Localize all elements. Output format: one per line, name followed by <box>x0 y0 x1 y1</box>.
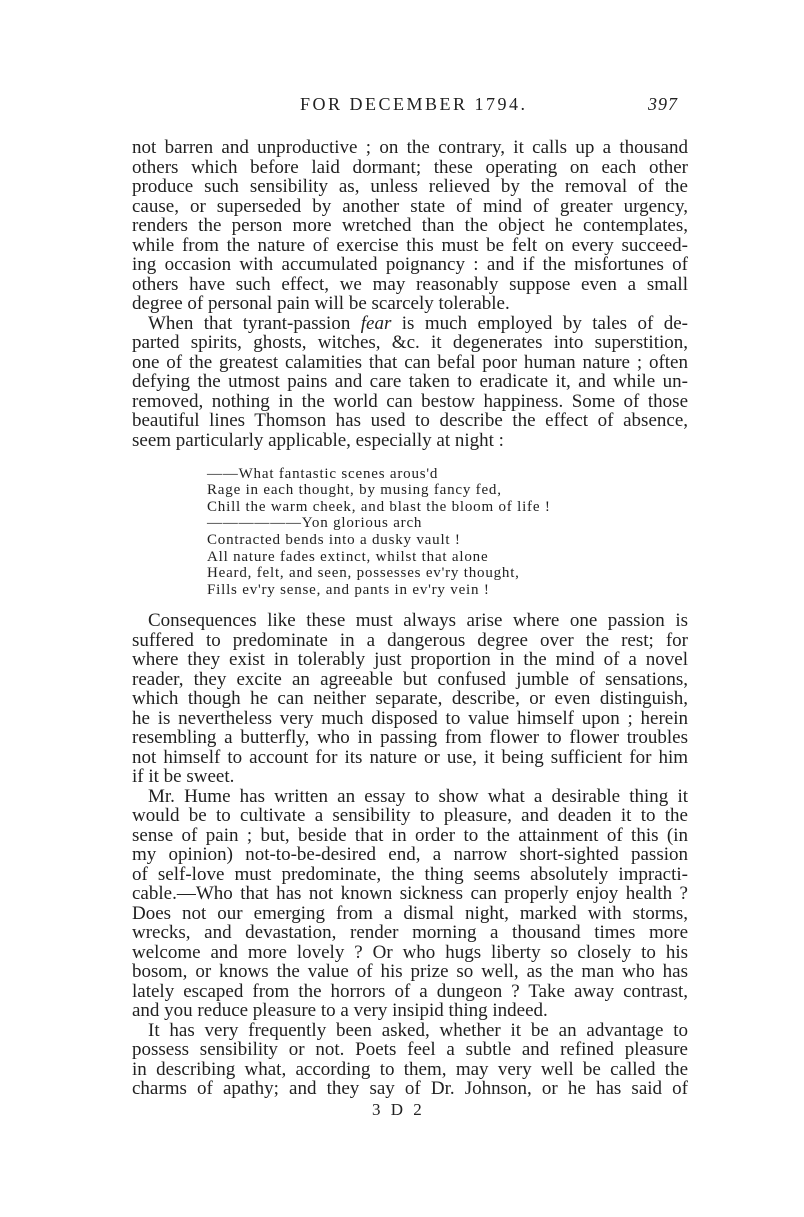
text-line: Consequences like these must always arise where one passion is <box>148 610 688 632</box>
page-number: 397 <box>648 94 678 114</box>
text-line: possess sensibility or not. Poets feel a subtle and refined pleasure <box>132 1039 688 1061</box>
text-line: suffered to predominate in a dangerous degree over the rest; for <box>132 629 688 651</box>
paragraph <box>132 611 688 787</box>
text-line: beautiful lines Thomson has used to describe the effect of absence, <box>132 410 688 432</box>
text-line: Does not our emerging from a dismal night, marked with storms, <box>132 902 688 924</box>
paragraph <box>132 787 688 1021</box>
text-line: not himself to account for its nature or use, it being sufficient for him <box>132 746 688 768</box>
text-line: not barren and unproductive ; on the contrary, it calls up a thousand <box>132 137 688 159</box>
paragraphs-after-verse <box>132 611 688 1099</box>
verse-line: Heard, felt, and seen, possesses ev'ry thought, <box>207 565 520 582</box>
text-line: bosom, or knows the value of his prize so well, as the man who has <box>132 961 688 983</box>
text-line: my opinion) not-to-be-desired end, a narrow short-sighted passion <box>132 844 688 866</box>
text-line: which though he can neither separate, describe, or even distinguish, <box>132 688 688 710</box>
text-line: parted spirits, ghosts, witches, &c. it degenerates into superstition, <box>132 332 688 354</box>
text-line: lately escaped from the horrors of a dungeon ? Take away contrast, <box>132 980 688 1002</box>
text-line: where they exist in tolerably just proportion in the mind of a novel <box>132 649 688 671</box>
text-line: removed, nothing in the world can bestow happiness. Some of those <box>132 390 688 412</box>
verse-line: Rage in each thought, by musing fancy fed, <box>207 482 502 499</box>
text-line: others have such effect, we may reasonably suppose even a small <box>132 273 688 295</box>
text-line: cause, or superseded by another state of mind of greater urgency, <box>132 195 688 217</box>
verse-quotation <box>207 466 688 599</box>
text-line: he is nevertheless very much disposed to value himself upon ; herein <box>132 707 688 729</box>
text-line: sense of pain ; but, beside that in order to the attainment of this (in <box>132 824 688 846</box>
paragraphs-before-verse <box>132 138 688 450</box>
text-line: one of the greatest calamities that can befal poor human nature ; often <box>132 351 688 373</box>
verse-line: ——————Yon glorious arch <box>207 515 423 532</box>
text-line: welcome and more lovely ? Or who hugs liberty so closely to his <box>132 941 688 963</box>
verse-line: ——What fantastic scenes arous'd <box>207 465 439 482</box>
text-line: resembling a butterfly, who in passing from flower to flower troubles <box>132 727 688 749</box>
text-line: Mr. Hume has written an essay to show what a desirable thing it <box>148 785 688 807</box>
text-line: reader, they excite an agreeable but confused jumble of sensations, <box>132 668 688 690</box>
text-line: if it be sweet. <box>132 766 235 788</box>
text-line: defying the utmost pains and care taken to eradicate it, and while un- <box>132 371 688 393</box>
text-line: in describing what, according to them, may very well be called the <box>132 1058 688 1080</box>
text-line: charms of apathy; and they say of Dr. Johnson, or he has said of <box>132 1078 688 1100</box>
paragraph <box>132 1021 688 1099</box>
text-line: would be to cultivate a sensibility to pleasure, and deaden it to the <box>132 805 688 827</box>
text-line: produce such sensibility as, unless relieved by the removal of the <box>132 176 688 198</box>
text-line: renders the person more wretched than the object he contemplates, <box>132 215 688 237</box>
verse-line: Contracted bends into a dusky vault ! <box>207 532 461 549</box>
text-line: others which before laid dormant; these operating on each other <box>132 156 688 178</box>
text-run: When that tyrant-passion <box>148 312 361 334</box>
italic-word: fear <box>360 312 392 334</box>
text-run: is much employed by tales of de- <box>391 312 688 334</box>
text-line: degree of personal pain will be scarcely tolerable. <box>132 293 510 315</box>
text-line: and you reduce pleasure to a very insipid thing indeed. <box>132 1000 548 1022</box>
text-line: of self-love must predominate, the thing seems absolutely impracti- <box>132 863 688 885</box>
text-line <box>132 314 688 334</box>
text-column <box>132 138 688 1098</box>
text-line: It has very frequently been asked, whether it be an advantage to <box>148 1019 688 1041</box>
text-line: while from the nature of exercise this must be felt on every succeed- <box>132 234 688 256</box>
running-head: FOR DECEMBER 1794. <box>300 94 528 114</box>
verse-line: Fills ev'ry sense, and pants in ev'ry vein ! <box>207 581 490 598</box>
text-line: cable.—Who that has not known sickness can properly enjoy health ? <box>132 883 688 905</box>
paragraph <box>132 314 688 451</box>
text-line: ing occasion with accumulated poignancy : and if the misfortunes of <box>132 254 688 276</box>
text-line: seem particularly applicable, especially at night : <box>132 429 504 451</box>
text-line: wrecks, and devastation, render morning a thousand times more <box>132 922 688 944</box>
paragraph <box>132 138 688 314</box>
verse-line: All nature fades extinct, whilst that alone <box>207 548 489 565</box>
printer-signature-mark: 3 D 2 <box>372 1100 425 1119</box>
verse-line: Chill the warm cheek, and blast the bloom of life ! <box>207 498 551 515</box>
